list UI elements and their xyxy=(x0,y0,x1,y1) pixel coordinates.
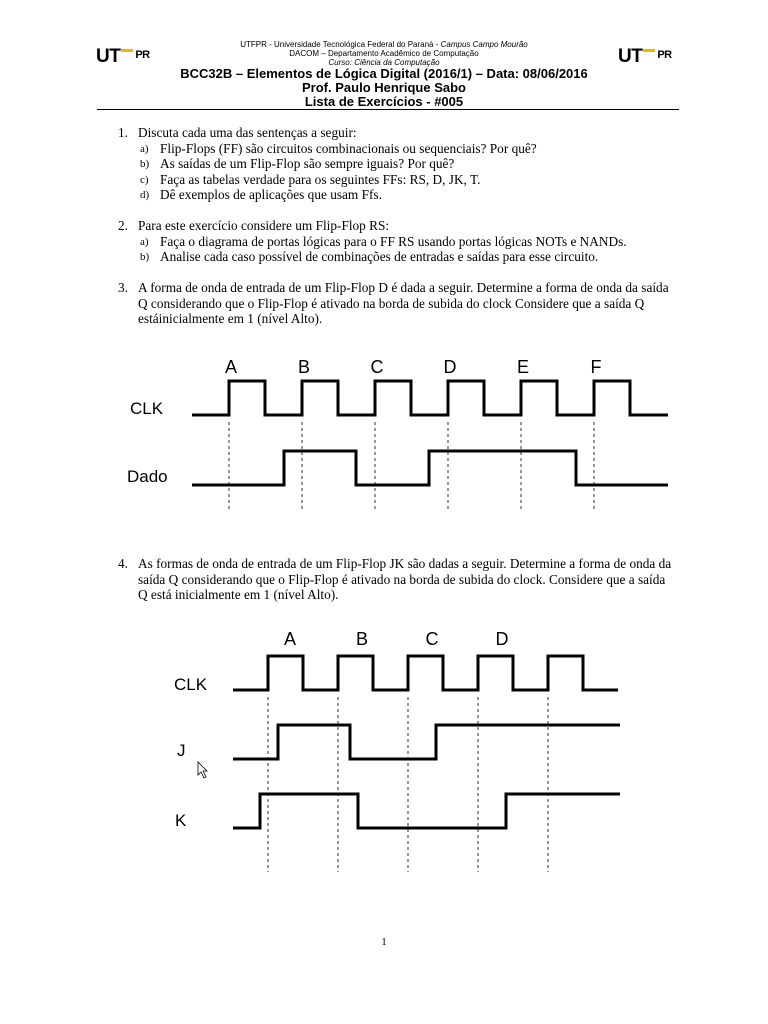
professor-name: Prof. Paulo Henrique Sabo xyxy=(302,80,466,95)
utfpr-logo-right: UT $^{PR}$ xyxy=(618,46,672,67)
q4-k-waveform xyxy=(233,794,620,828)
question-1-text: Discuta cada uma das sentenças a seguir: xyxy=(138,125,357,140)
institution-line: UTFPR - Universidade Tecnológica Federal do Paraná - Campus Campo Mourão xyxy=(240,40,528,49)
question-1-item-d: d) Dê exemplos de aplicações que usam Ffs. xyxy=(140,187,382,202)
q4-signal-label-k: K xyxy=(175,811,187,830)
q3-clock-label-d: D xyxy=(443,357,457,377)
q3-clock-label-e: E xyxy=(516,357,530,377)
q3-clock-label-c: C xyxy=(370,357,384,377)
q3-dado-waveform xyxy=(192,451,668,485)
q3-clock-label-a: A xyxy=(224,357,238,377)
q3-clock-label-f: F xyxy=(590,357,602,377)
q4-signal-label-j: J xyxy=(177,741,186,760)
list-title: Lista de Exercícios - #005 xyxy=(304,94,464,109)
q4-clock-label-c: C xyxy=(425,629,439,649)
question-1-item-b: b) As saídas de um Flip-Flop são sempre iguais? Por quê? xyxy=(140,156,455,171)
q4-clock-label-b: B xyxy=(355,629,369,649)
q3-clock-label-b: B xyxy=(297,357,311,377)
q4-j-waveform xyxy=(233,725,620,759)
question-3-text: A forma de onda de entrada de um Flip-Flop D é dada a seguir. Determine a forma de onda da saída Q considerando que o Flip-Flop é ativado na borda de subida do clock Considere que a saída Q estáinicialmente em 1 (nível Alto). xyxy=(138,280,669,326)
question-4: 4. As formas de onda de entrada de um Flip-Flop JK são dadas a seguir. Determine a forma de onda da saída Q considerando que o Flip-Flop é ativado na borda de subida do clock. Considere que a saída Q está inicialmente em 1 (nível Alto). xyxy=(118,556,678,603)
q4-clk-waveform xyxy=(233,656,618,690)
question-2-item-a: a) Faça o diagrama de portas lógicas para o FF RS usando portas lógicas NOTs e NANDs. xyxy=(140,233,627,249)
course-title: BCC32B – Elementos de Lógica Digital (2016/1) – Data: 08/06/2016 xyxy=(180,66,588,81)
question-1-item-c: c) Faça as tabelas verdade para os seguintes FFs: RS, D, JK, T. xyxy=(140,171,481,187)
mouse-cursor-icon xyxy=(198,762,207,778)
question-3: 3. A forma de onda de entrada de um Flip-Flop D é dada a seguir. Determine a forma de onda da saída Q considerando que o Flip-Flop é ativado na borda de subida do clock Considere que a saída Q estáinicialmente em 1 (nível Alto). xyxy=(118,280,678,327)
q3-signal-label-dado: Dado xyxy=(127,467,168,486)
question-1: 1. Discuta cada uma das sentenças a seguir: a) Flip-Flops (FF) são circuitos combinacionais ou sequenciais? Por quê? b) As saídas de um Flip-Flop são sempre iguais? Por quê? c) Faça as tabelas verdade para os seguintes FFs: RS, D, JK, T. d) Dê exemplos de aplicações que usam Ffs. xyxy=(118,125,678,203)
department-line: DACOM – Departamento Acadêmico de Computação xyxy=(289,49,479,58)
q4-clock-label-a: A xyxy=(283,629,297,649)
question-2-text: Para este exercício considere um Flip-Flop RS: xyxy=(138,218,390,233)
q4-signal-label-clk: CLK xyxy=(174,675,208,694)
q3-clk-waveform xyxy=(192,381,668,415)
course-line: Curso: Ciência da Computação xyxy=(328,58,440,67)
page-number: 1 xyxy=(381,936,387,948)
question-4-text: As formas de onda de entrada de um Flip-Flop JK são dadas a seguir. Determine a forma de onda da saída Q considerando que o Flip-Flop é ativado na borda de subida do clock. Considere que a saída Q está inicialmente em 1 (nível Alto). xyxy=(138,556,672,602)
utfpr-logo: UT $^{PR}$ xyxy=(96,46,150,67)
question-2-item-b: b) Analise cada caso possível de combinações de entradas e saídas para esse circuito. xyxy=(140,249,599,264)
question-1-item-a: a) Flip-Flops (FF) são circuitos combinacionais ou sequenciais? Por quê? xyxy=(140,140,537,156)
q3-signal-label-clk: CLK xyxy=(130,399,164,418)
question-2: 2. Para este exercício considere um Flip-Flop RS: a) Faça o diagrama de portas lógicas para o FF RS usando portas lógicas NOTs e NANDs. b) Analise cada caso possível de combinações de entradas e saídas para esse circuito. xyxy=(118,218,678,265)
q4-clock-label-d: D xyxy=(495,629,509,649)
